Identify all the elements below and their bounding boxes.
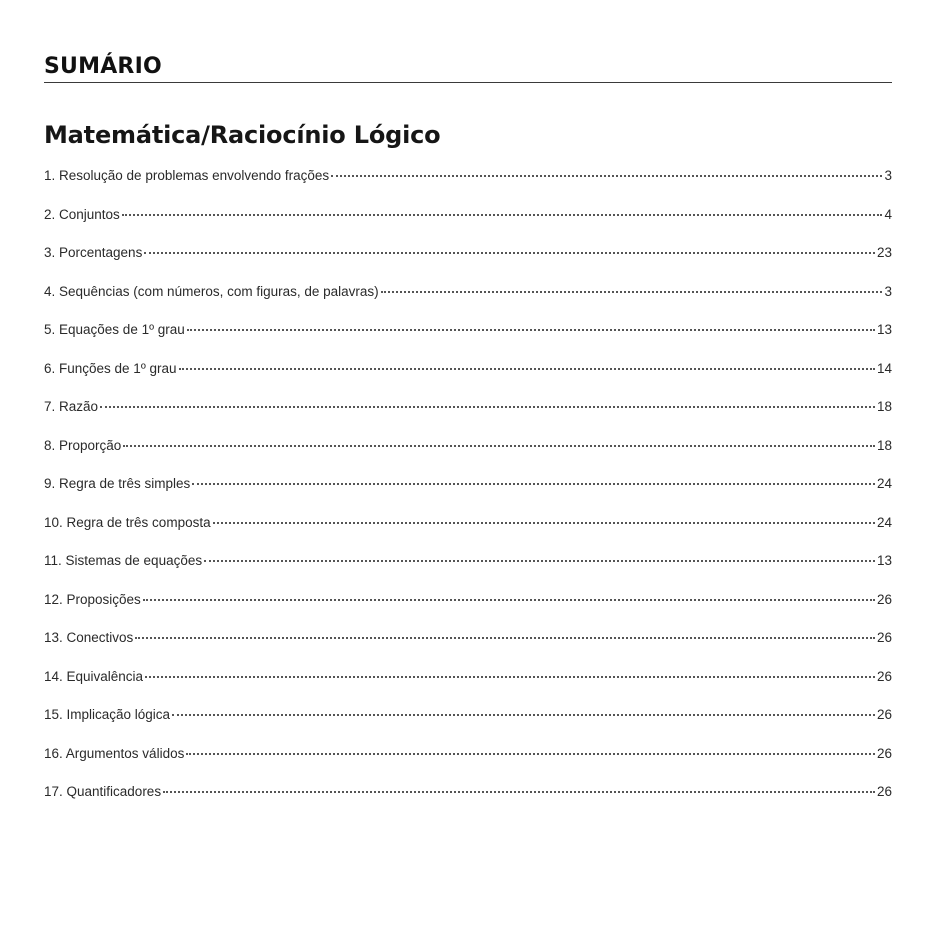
toc-entry <box>44 773 892 812</box>
dot-leader <box>192 483 875 485</box>
toc-entry <box>44 196 892 235</box>
toc-entry-label: 2. Conjuntos <box>44 206 120 222</box>
toc-entry-label: 3. Porcentagens <box>44 245 143 260</box>
dot-leader <box>100 406 875 408</box>
toc-entry <box>44 157 892 196</box>
toc-entry-page-number: 4 <box>884 206 892 222</box>
toc-entry-page-number: 26 <box>876 668 892 684</box>
dot-leader <box>163 791 875 793</box>
toc-entry-label: 15. Implicação lógica <box>44 707 171 722</box>
toc-entry <box>44 658 892 697</box>
dot-leader <box>213 522 875 524</box>
dot-leader <box>187 329 875 331</box>
toc-entry-label: 6. Funções de 1º grau <box>44 360 177 376</box>
toc-entry-page-number: 26 <box>876 784 892 799</box>
toc-entry-label: 13. Conectivos <box>44 630 134 645</box>
toc-entry-page-number: 18 <box>876 399 892 414</box>
dot-leader <box>186 753 875 755</box>
toc-entry-page-number: 26 <box>876 707 892 722</box>
toc-entry <box>44 234 892 273</box>
toc-entry-page-number: 3 <box>884 283 892 299</box>
section-title: Matemática/Raciocínio Lógico <box>44 121 441 149</box>
toc-entry-page-number: 24 <box>876 514 892 530</box>
toc-entry <box>44 350 892 389</box>
toc-entry-label: 10. Regra de três composta <box>44 514 211 530</box>
toc-entry-label: 4. Sequências (com números, com figuras, de palavras) <box>44 283 379 299</box>
document-page <box>44 52 892 812</box>
document-heading: SUMÁRIO <box>44 52 892 83</box>
toc-entry <box>44 619 892 658</box>
table-of-contents <box>44 157 892 812</box>
toc-entry-label: 9. Regra de três simples <box>44 476 191 491</box>
toc-entry <box>44 311 892 350</box>
dot-leader <box>144 252 875 254</box>
toc-entry-label: 7. Razão <box>44 399 99 414</box>
dot-leader <box>143 599 875 601</box>
toc-entry-label: 11. Sistemas de equações <box>44 553 203 568</box>
toc-entry-page-number: 3 <box>884 168 892 183</box>
toc-entry <box>44 465 892 504</box>
toc-entry <box>44 696 892 735</box>
toc-entry-page-number: 13 <box>876 322 892 337</box>
toc-entry-page-number: 14 <box>876 360 892 376</box>
toc-entry <box>44 504 892 543</box>
dot-leader <box>135 637 875 639</box>
dot-leader <box>122 214 882 216</box>
toc-entry <box>44 273 892 312</box>
toc-entry-label: 8. Proporção <box>44 437 122 453</box>
dot-leader <box>179 368 875 370</box>
toc-entry-page-number: 24 <box>876 476 892 491</box>
dot-leader <box>204 560 875 562</box>
toc-entry-page-number: 26 <box>876 630 892 645</box>
toc-entry <box>44 427 892 466</box>
dot-leader <box>381 291 882 293</box>
toc-entry <box>44 735 892 774</box>
toc-entry-page-number: 26 <box>876 745 892 761</box>
toc-entry-label: 16. Argumentos válidos <box>44 745 185 761</box>
toc-entry <box>44 542 892 581</box>
dot-leader <box>172 714 875 716</box>
toc-entry-label: 14. Equivalência <box>44 668 144 684</box>
toc-entry-page-number: 23 <box>876 245 892 260</box>
dot-leader <box>145 676 875 678</box>
toc-entry-page-number: 26 <box>876 591 892 607</box>
dot-leader <box>123 445 875 447</box>
toc-entry-page-number: 13 <box>876 553 892 568</box>
dot-leader <box>331 175 882 177</box>
toc-entry-label: 1. Resolução de problemas envolvendo frações <box>44 168 330 183</box>
toc-entry-label: 12. Proposições <box>44 591 141 607</box>
toc-entry <box>44 581 892 620</box>
toc-entry-label: 17. Quantificadores <box>44 784 162 799</box>
toc-entry-label: 5. Equações de 1º grau <box>44 322 185 337</box>
toc-entry-page-number: 18 <box>876 437 892 453</box>
toc-entry <box>44 388 892 427</box>
